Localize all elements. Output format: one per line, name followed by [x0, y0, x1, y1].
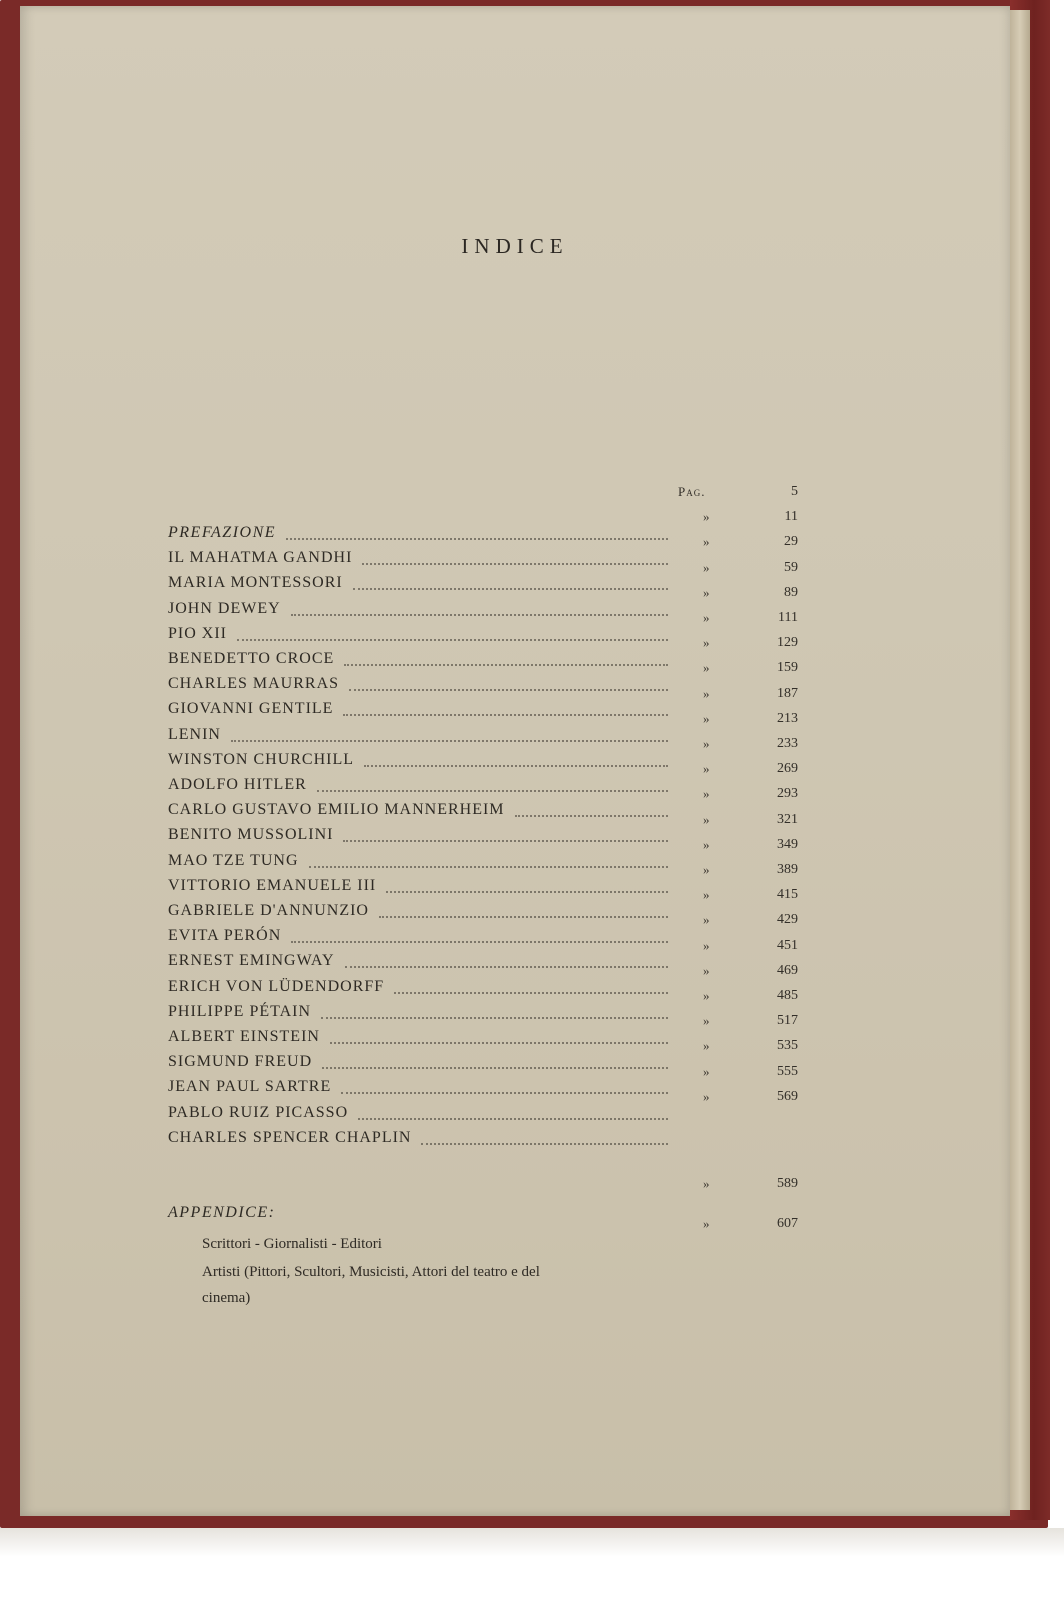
toc-entry-title: JOHN DEWEY [168, 599, 281, 617]
page-number: 535 [777, 1038, 798, 1054]
toc-entry-title: LENIN [168, 725, 221, 743]
toc-entry-title: JEAN PAUL SARTRE [168, 1078, 332, 1096]
toc-entry-title: MARIA MONTESSORI [168, 574, 343, 592]
page-number: 89 [784, 584, 798, 600]
page-number: 589 [777, 1176, 798, 1191]
ditto-mark: » [703, 1088, 710, 1104]
ditto-mark: » [703, 710, 710, 726]
ditto-mark: » [703, 685, 710, 701]
scan-margin [0, 1528, 1064, 1600]
page-number: 213 [777, 710, 798, 726]
ditto-mark: » [703, 912, 710, 928]
ditto-mark: » [703, 836, 710, 852]
toc-entry-title: ALBERT EINSTEIN [168, 1028, 320, 1045]
page-number: 555 [777, 1063, 798, 1079]
toc-entry-title: BENEDETTO CROCE [168, 650, 335, 667]
toc-entry-title: VITTORIO EMANUELE III [168, 876, 377, 894]
page-title: INDICE [461, 234, 569, 258]
toc-entry-title: ADOLFO HITLER [168, 776, 307, 793]
ditto-mark: » [703, 962, 710, 978]
toc-entry-title: PIO XII [168, 624, 227, 642]
page-number: 569 [777, 1088, 798, 1104]
page-number: 111 [778, 610, 798, 625]
page-number: 389 [777, 862, 798, 877]
toc-entry-title: PABLO RUIZ PICASSO [168, 1103, 349, 1121]
page-number: 5 [791, 484, 798, 499]
page-number: 349 [777, 836, 798, 852]
toc-entry-title: WINSTON CHURCHILL [168, 750, 355, 768]
ditto-mark: » [703, 811, 710, 827]
dot-leader [358, 1116, 668, 1120]
page-number: 415 [777, 887, 798, 903]
page-number: 233 [777, 736, 798, 751]
page-number: 451 [777, 937, 798, 953]
appendix-line-cinema: cinema) [202, 1290, 251, 1306]
appendix-heading: APPENDICE: [168, 1204, 276, 1221]
ditto-mark: » [703, 862, 710, 877]
toc-entry-title: CARLO GUSTAVO EMILIO MANNERHEIM [168, 801, 505, 819]
toc-entry-title: CHARLES MAURRAS [168, 675, 340, 693]
dot-leader [421, 1141, 668, 1145]
toc-entry-title: ERICH VON LÜDENDORFF [168, 977, 385, 995]
page-number: 293 [777, 786, 798, 802]
ditto-mark: » [703, 988, 710, 1003]
page-number: 321 [777, 811, 798, 827]
toc-entry-title: ERNEST EMINGWAY [168, 952, 335, 970]
appendix-line-artists: Artisti (Pittori, Scultori, Musicisti, Attori del teatro e del [202, 1264, 540, 1280]
toc-entry-title: GABRIELE D'ANNUNZIO [168, 902, 369, 919]
ditto-mark: » [703, 534, 710, 550]
page-number: 607 [777, 1216, 798, 1231]
toc-entry-title: PREFAZIONE [168, 524, 277, 541]
ditto-mark: » [703, 610, 710, 625]
ditto-mark: » [703, 736, 710, 751]
page-number: 429 [777, 912, 798, 928]
page-stack-edge [1010, 10, 1030, 1510]
ditto-mark: » [703, 937, 710, 953]
page-number: 187 [777, 685, 798, 701]
ditto-mark: » [703, 1176, 710, 1191]
appendix-line-writers: Scrittori - Giornalisti - Editori [202, 1236, 382, 1252]
page-number: 59 [784, 559, 798, 575]
book-page [20, 6, 1010, 1516]
ditto-mark: » [703, 635, 710, 651]
toc-entry-title: EVITA PERÓN [168, 927, 282, 945]
ditto-mark: » [703, 509, 710, 525]
page-number: 485 [777, 988, 798, 1003]
toc-entry-title: GIOVANNI GENTILE [168, 700, 334, 718]
toc-entry-title: SIGMUND FREUD [168, 1053, 313, 1071]
ditto-mark: » [703, 1063, 710, 1079]
pag-label: Pag. [678, 484, 706, 499]
ditto-mark: » [703, 1038, 710, 1054]
page-number: 517 [777, 1013, 798, 1029]
ditto-mark: » [703, 786, 710, 802]
ditto-mark: » [703, 559, 710, 575]
page-number: 11 [784, 509, 798, 525]
page-number: 469 [777, 962, 798, 978]
ditto-mark: » [703, 1216, 710, 1231]
ditto-mark: » [703, 887, 710, 903]
toc-entry-title: IL MAHATMA GANDHI [168, 549, 353, 567]
toc-entry-title: MAO TZE TUNG [168, 851, 299, 869]
appendix-page-row [168, 1176, 808, 1200]
page-number: 269 [777, 761, 798, 777]
page-number: 29 [784, 534, 798, 550]
page-number: 159 [777, 660, 798, 676]
ditto-mark: » [703, 1013, 710, 1029]
toc-entry [168, 1088, 808, 1146]
appendix-artists-page-row [168, 1216, 808, 1240]
toc-entry-title: BENITO MUSSOLINI [168, 826, 334, 844]
ditto-mark: » [703, 584, 710, 600]
ditto-mark: » [703, 660, 710, 676]
toc-entry-title: PHILIPPE PÉTAIN [168, 1002, 312, 1020]
page-number: 129 [777, 635, 798, 651]
ditto-mark: » [703, 761, 710, 777]
toc-entry-title: CHARLES SPENCER CHAPLIN [168, 1128, 412, 1146]
